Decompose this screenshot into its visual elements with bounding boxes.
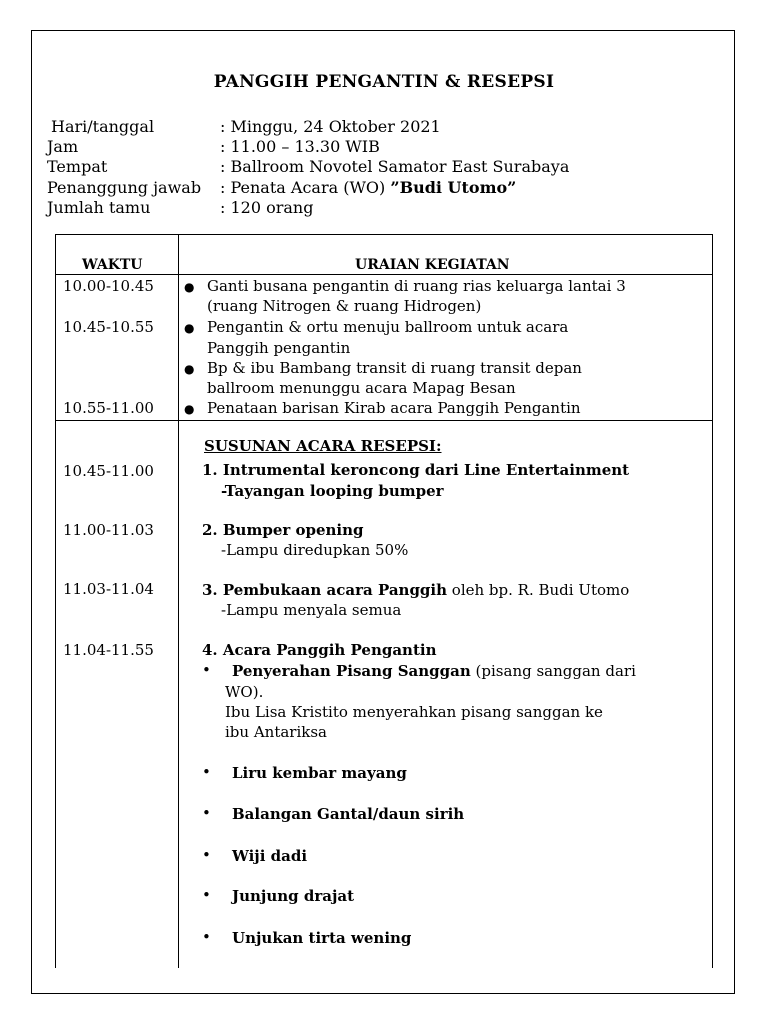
item-time: 11.03-11.04 — [63, 580, 154, 598]
tamu-value: : 120 orang — [220, 198, 314, 217]
item-title: 1. Intrumental keroncong dari Line Entertainment — [202, 461, 630, 479]
row-time: 10.55-11.00 — [63, 399, 154, 417]
pisang-line: ibu Antariksa — [225, 723, 327, 741]
row-text: ballroom menunggu acara Mapag Besan — [207, 379, 516, 397]
tempat-label: Tempat — [47, 157, 108, 176]
item-time: 11.04-11.55 — [63, 641, 154, 659]
table-column-divider — [178, 234, 179, 968]
row-text: Penataan barisan Kirab acara Panggih Pengantin — [207, 399, 581, 417]
bullet-icon: • — [202, 804, 211, 822]
row-text: Pengantin & ortu menuju ballroom untuk acara — [207, 318, 569, 336]
item-sub: -Tayangan looping bumper — [221, 482, 444, 500]
item-sub: -Lampu menyala semua — [221, 601, 402, 619]
pisang-line: WO). — [225, 683, 264, 701]
hari-label: Hari/tanggal — [51, 117, 155, 136]
hari-value: : Minggu, 24 Oktober 2021 — [220, 117, 441, 136]
jam-value: : 11.00 – 13.30 WIB — [220, 137, 380, 156]
bullet-icon: ● — [184, 362, 195, 376]
bullet-icon: ● — [184, 321, 195, 335]
pj-label: Penanggung jawab — [47, 178, 202, 197]
col-header-waktu: WAKTU — [82, 257, 143, 273]
item-title-tail: oleh bp. R. Budi Utomo — [447, 581, 630, 599]
list-item: Wiji dadi — [232, 847, 308, 865]
bullet-icon: • — [202, 886, 211, 904]
table-left-border — [55, 234, 56, 968]
row-text: Ganti busana pengantin di ruang rias keluarga lantai 3 — [207, 277, 626, 295]
list-item: Junjung drajat — [232, 887, 355, 905]
list-item: Liru kembar mayang — [232, 764, 407, 782]
row-text: (ruang Nitrogen & ruang Hidrogen) — [207, 297, 482, 315]
pj-value — [220, 178, 516, 197]
pisang-tail: (pisang sanggan dari — [470, 662, 636, 680]
item-title: 4. Acara Panggih Pengantin — [202, 641, 437, 659]
table-top-border — [55, 234, 713, 235]
bullet-icon: • — [202, 763, 211, 781]
pisang-bold: Penyerahan Pisang Sanggan — [232, 662, 471, 680]
table-header-divider — [55, 274, 713, 275]
item-title — [202, 581, 629, 599]
bullet-icon: • — [202, 928, 211, 946]
pisang-line: Ibu Lisa Kristito menyerahkan pisang sanggan ke — [225, 703, 603, 721]
pisang-line — [232, 662, 636, 680]
bullet-icon: • — [202, 661, 211, 679]
pj-value-name: ”Budi Utomo” — [390, 178, 517, 197]
table-row-divider — [55, 420, 713, 421]
list-item: Unjukan tirta wening — [232, 929, 412, 947]
item-title: 2. Bumper opening — [202, 521, 364, 539]
item-title-bold: 3. Pembukaan acara Panggih — [202, 581, 448, 599]
row-text: Panggih pengantin — [207, 339, 351, 357]
tempat-value: : Ballroom Novotel Samator East Surabaya — [220, 157, 570, 176]
bullet-icon: • — [202, 846, 211, 864]
tamu-label: Jumlah tamu — [47, 198, 151, 217]
row-time: 10.45-10.55 — [63, 318, 154, 336]
bullet-icon: ● — [184, 280, 195, 294]
row-time: 10.00-10.45 — [63, 277, 154, 295]
col-header-uraian: URAIAN KEGIATAN — [355, 257, 510, 273]
row-text: Bp & ibu Bambang transit di ruang transit depan — [207, 359, 582, 377]
table-right-border — [712, 234, 713, 968]
pj-value-prefix: : Penata Acara (WO) — [220, 178, 391, 197]
document-title: PANGGIH PENGANTIN & RESEPSI — [213, 72, 555, 92]
item-sub: -Lampu diredupkan 50% — [221, 541, 409, 559]
item-time: 10.45-11.00 — [63, 462, 154, 480]
resepsi-heading: SUSUNAN ACARA RESEPSI: — [204, 437, 442, 455]
item-time: 11.00-11.03 — [63, 521, 154, 539]
bullet-icon: ● — [184, 402, 195, 416]
jam-label: Jam — [47, 137, 79, 156]
list-item: Balangan Gantal/daun sirih — [232, 805, 465, 823]
